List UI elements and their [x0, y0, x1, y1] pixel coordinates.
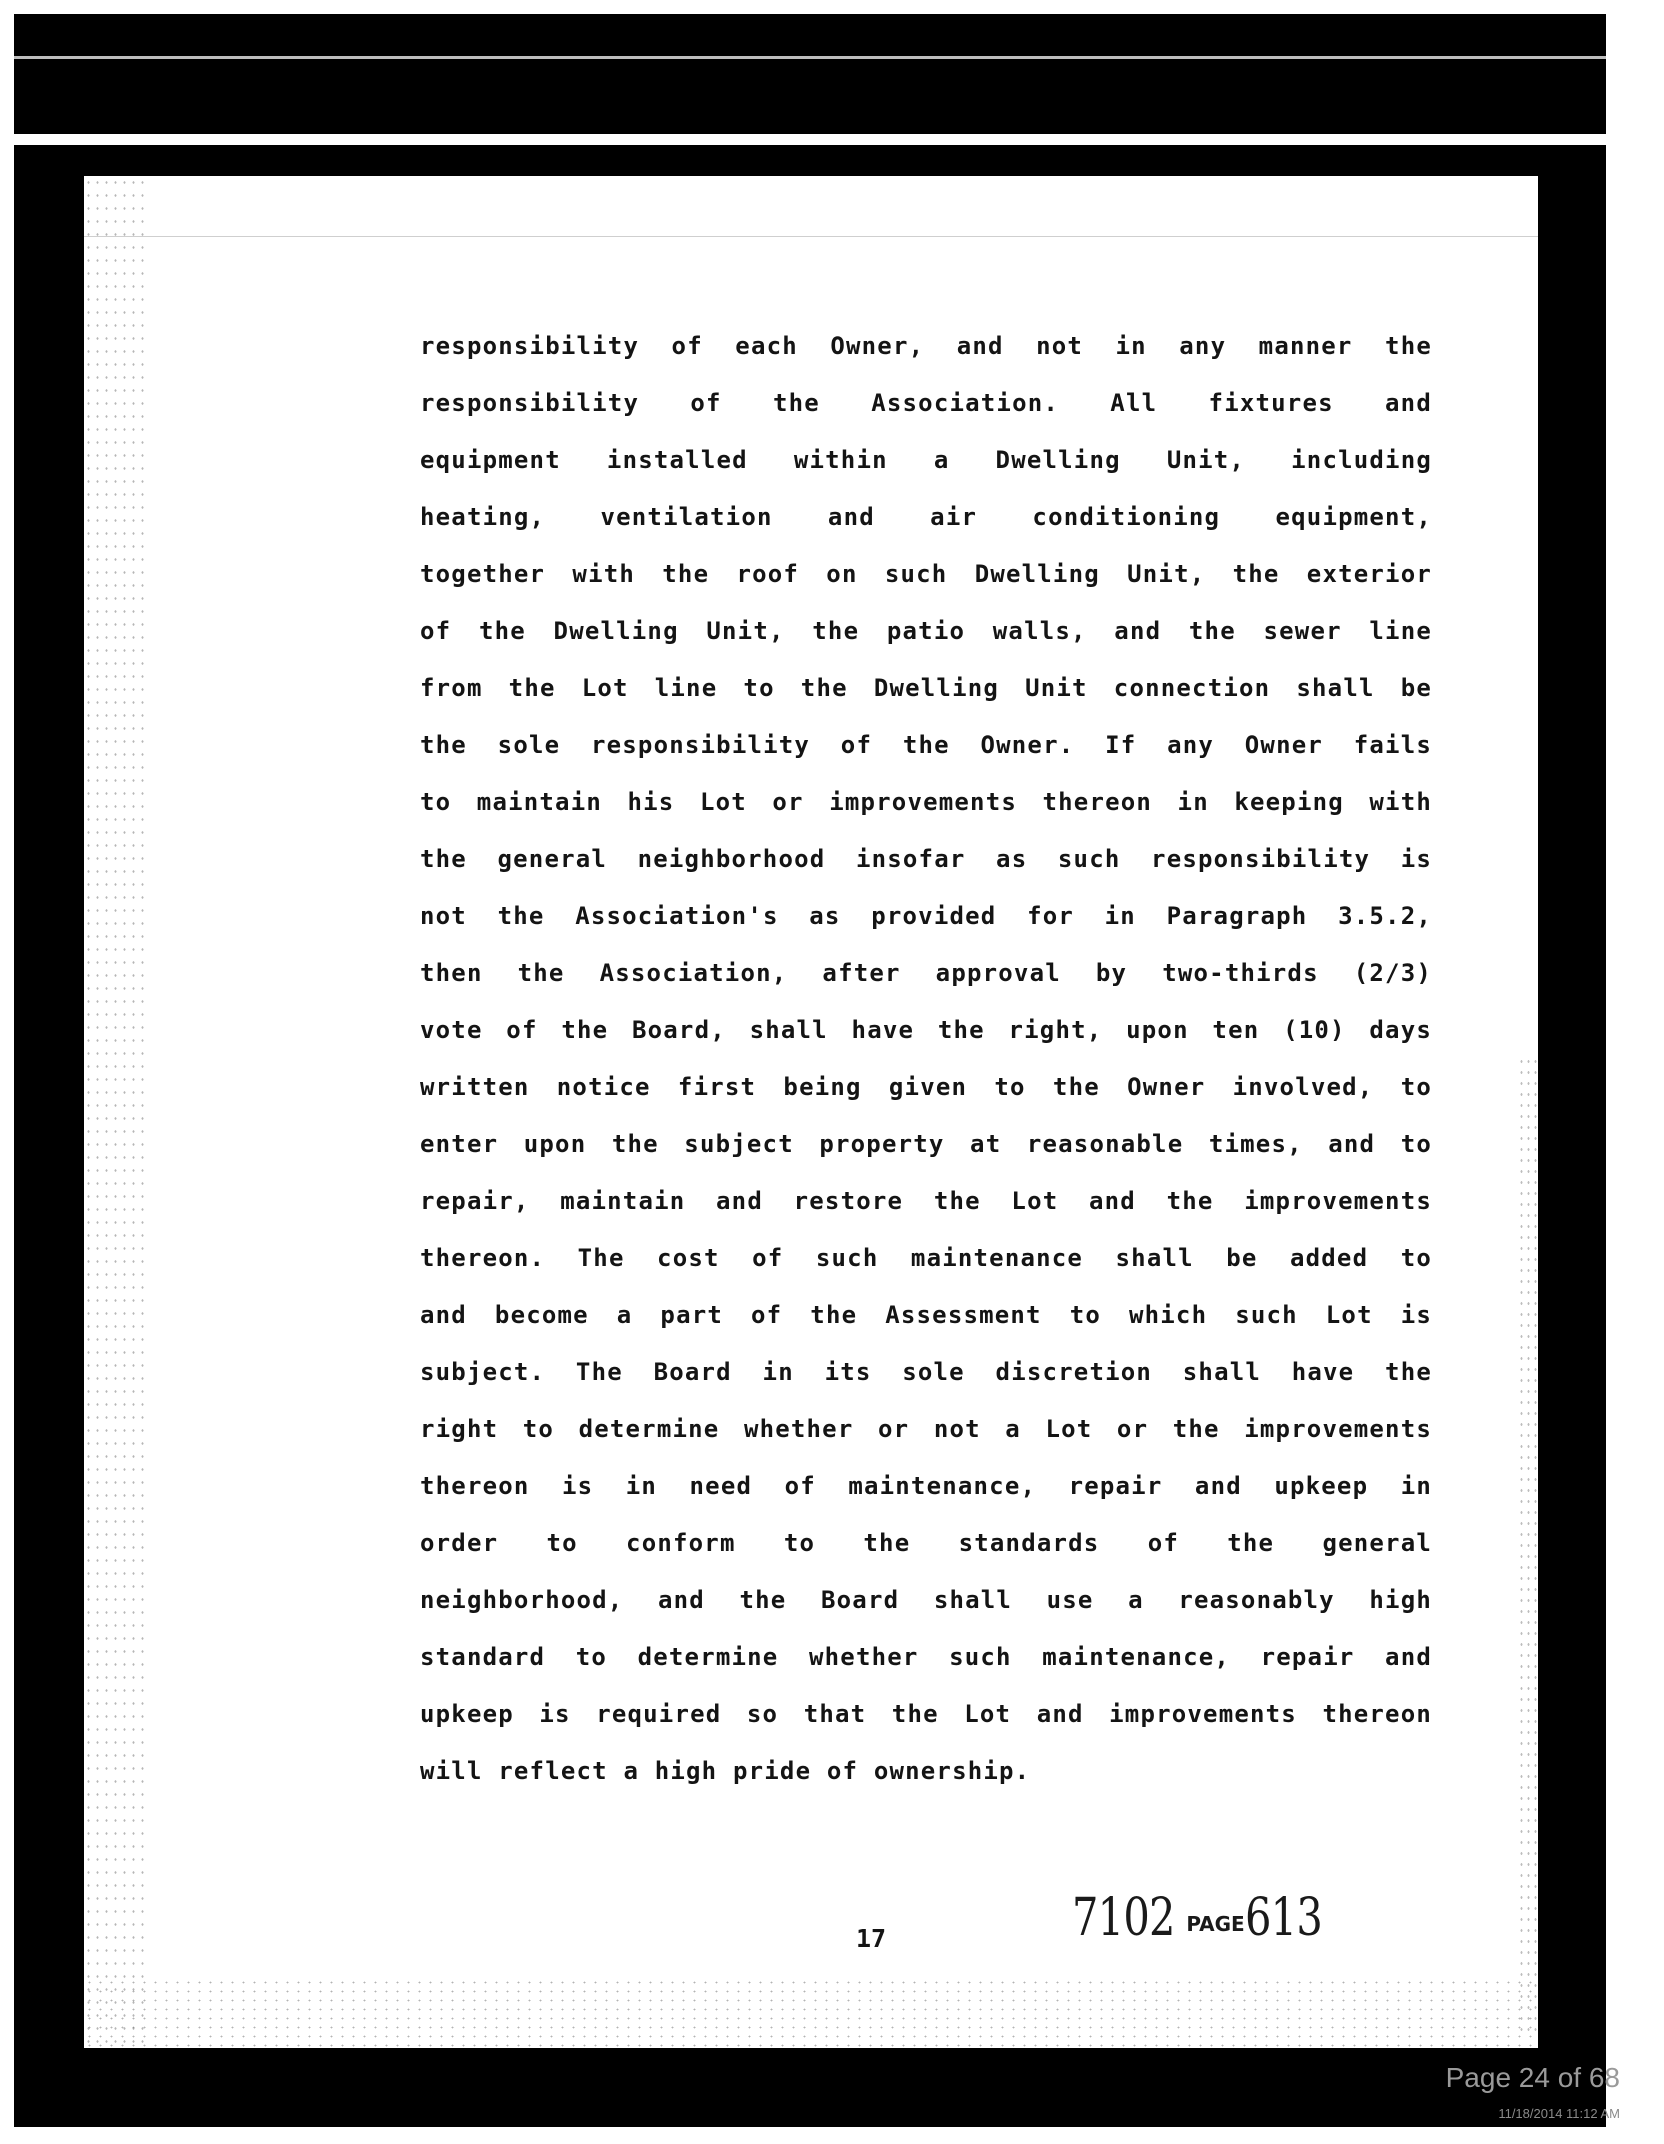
stamp-book-number: 7102 [1072, 1888, 1175, 1948]
text-line: right to determine whether or not a Lot or the improvements [420, 1415, 1432, 1443]
text-line: and become a part of the Assessment to which such Lot is [420, 1301, 1432, 1329]
text-line: the general neighborhood insofar as such responsibility is [420, 845, 1432, 873]
page-number: 17 [856, 1924, 887, 1953]
text-line: written notice first being given to the Owner involved, to [420, 1073, 1432, 1101]
stamp-page-number: 613 [1244, 1888, 1322, 1948]
viewer-timestamp: 11/18/2014 11:12 AM [1498, 2106, 1620, 2121]
text-line: repair, maintain and restore the Lot and the improvements [420, 1187, 1432, 1215]
text-line: thereon. The cost of such maintenance shall be added to [420, 1244, 1432, 1272]
recording-stamp [1072, 1888, 1341, 1948]
page-top-rule [84, 236, 1538, 237]
text-line: upkeep is required so that the Lot and improvements thereon [420, 1700, 1432, 1728]
text-line: standard to determine whether such maintenance, repair and [420, 1643, 1432, 1671]
scan-top-band-rule [14, 56, 1606, 59]
text-line: thereon is in need of maintenance, repair and upkeep in [420, 1472, 1432, 1500]
scan-noise-right [1518, 1056, 1538, 2036]
text-line: then the Association, after approval by two-thirds (2/3) [420, 959, 1432, 987]
text-line: of the Dwelling Unit, the patio walls, and the sewer line [420, 617, 1432, 645]
text-line: subject. The Board in its sole discretion shall have the [420, 1358, 1432, 1386]
document-body [420, 318, 1432, 1800]
text-line: responsibility of the Association. All fixtures and [420, 389, 1432, 417]
scan-noise-bottom [84, 1978, 1538, 2048]
text-line: order to conform to the standards of the general [420, 1529, 1432, 1557]
text-line: responsibility of each Owner, and not in any manner the [420, 332, 1432, 360]
text-line: enter upon the subject property at reasonable times, and to [420, 1130, 1432, 1158]
text-line: from the Lot line to the Dwelling Unit connection shall be [420, 674, 1432, 702]
text-line: not the Association's as provided for in Paragraph 3.5.2, [420, 902, 1432, 930]
viewer-page-indicator: Page 24 of 68 [1445, 2062, 1620, 2093]
stamp-page-label: PAGE [1186, 1912, 1245, 1936]
text-line: heating, ventilation and air conditioning equipment, [420, 503, 1432, 531]
text-line: to maintain his Lot or improvements thereon in keeping with [420, 788, 1432, 816]
text-line: equipment installed within a Dwelling Unit, including [420, 446, 1432, 474]
text-line: neighborhood, and the Board shall use a reasonably high [420, 1586, 1432, 1614]
text-line: will reflect a high pride of ownership. [420, 1757, 1031, 1785]
scan-noise-left [84, 176, 144, 2048]
text-line: together with the roof on such Dwelling Unit, the exterior [420, 560, 1432, 588]
text-line: vote of the Board, shall have the right, upon ten (10) days [420, 1016, 1432, 1044]
scan-top-band [14, 14, 1606, 134]
text-line: the sole responsibility of the Owner. If any Owner fails [420, 731, 1432, 759]
